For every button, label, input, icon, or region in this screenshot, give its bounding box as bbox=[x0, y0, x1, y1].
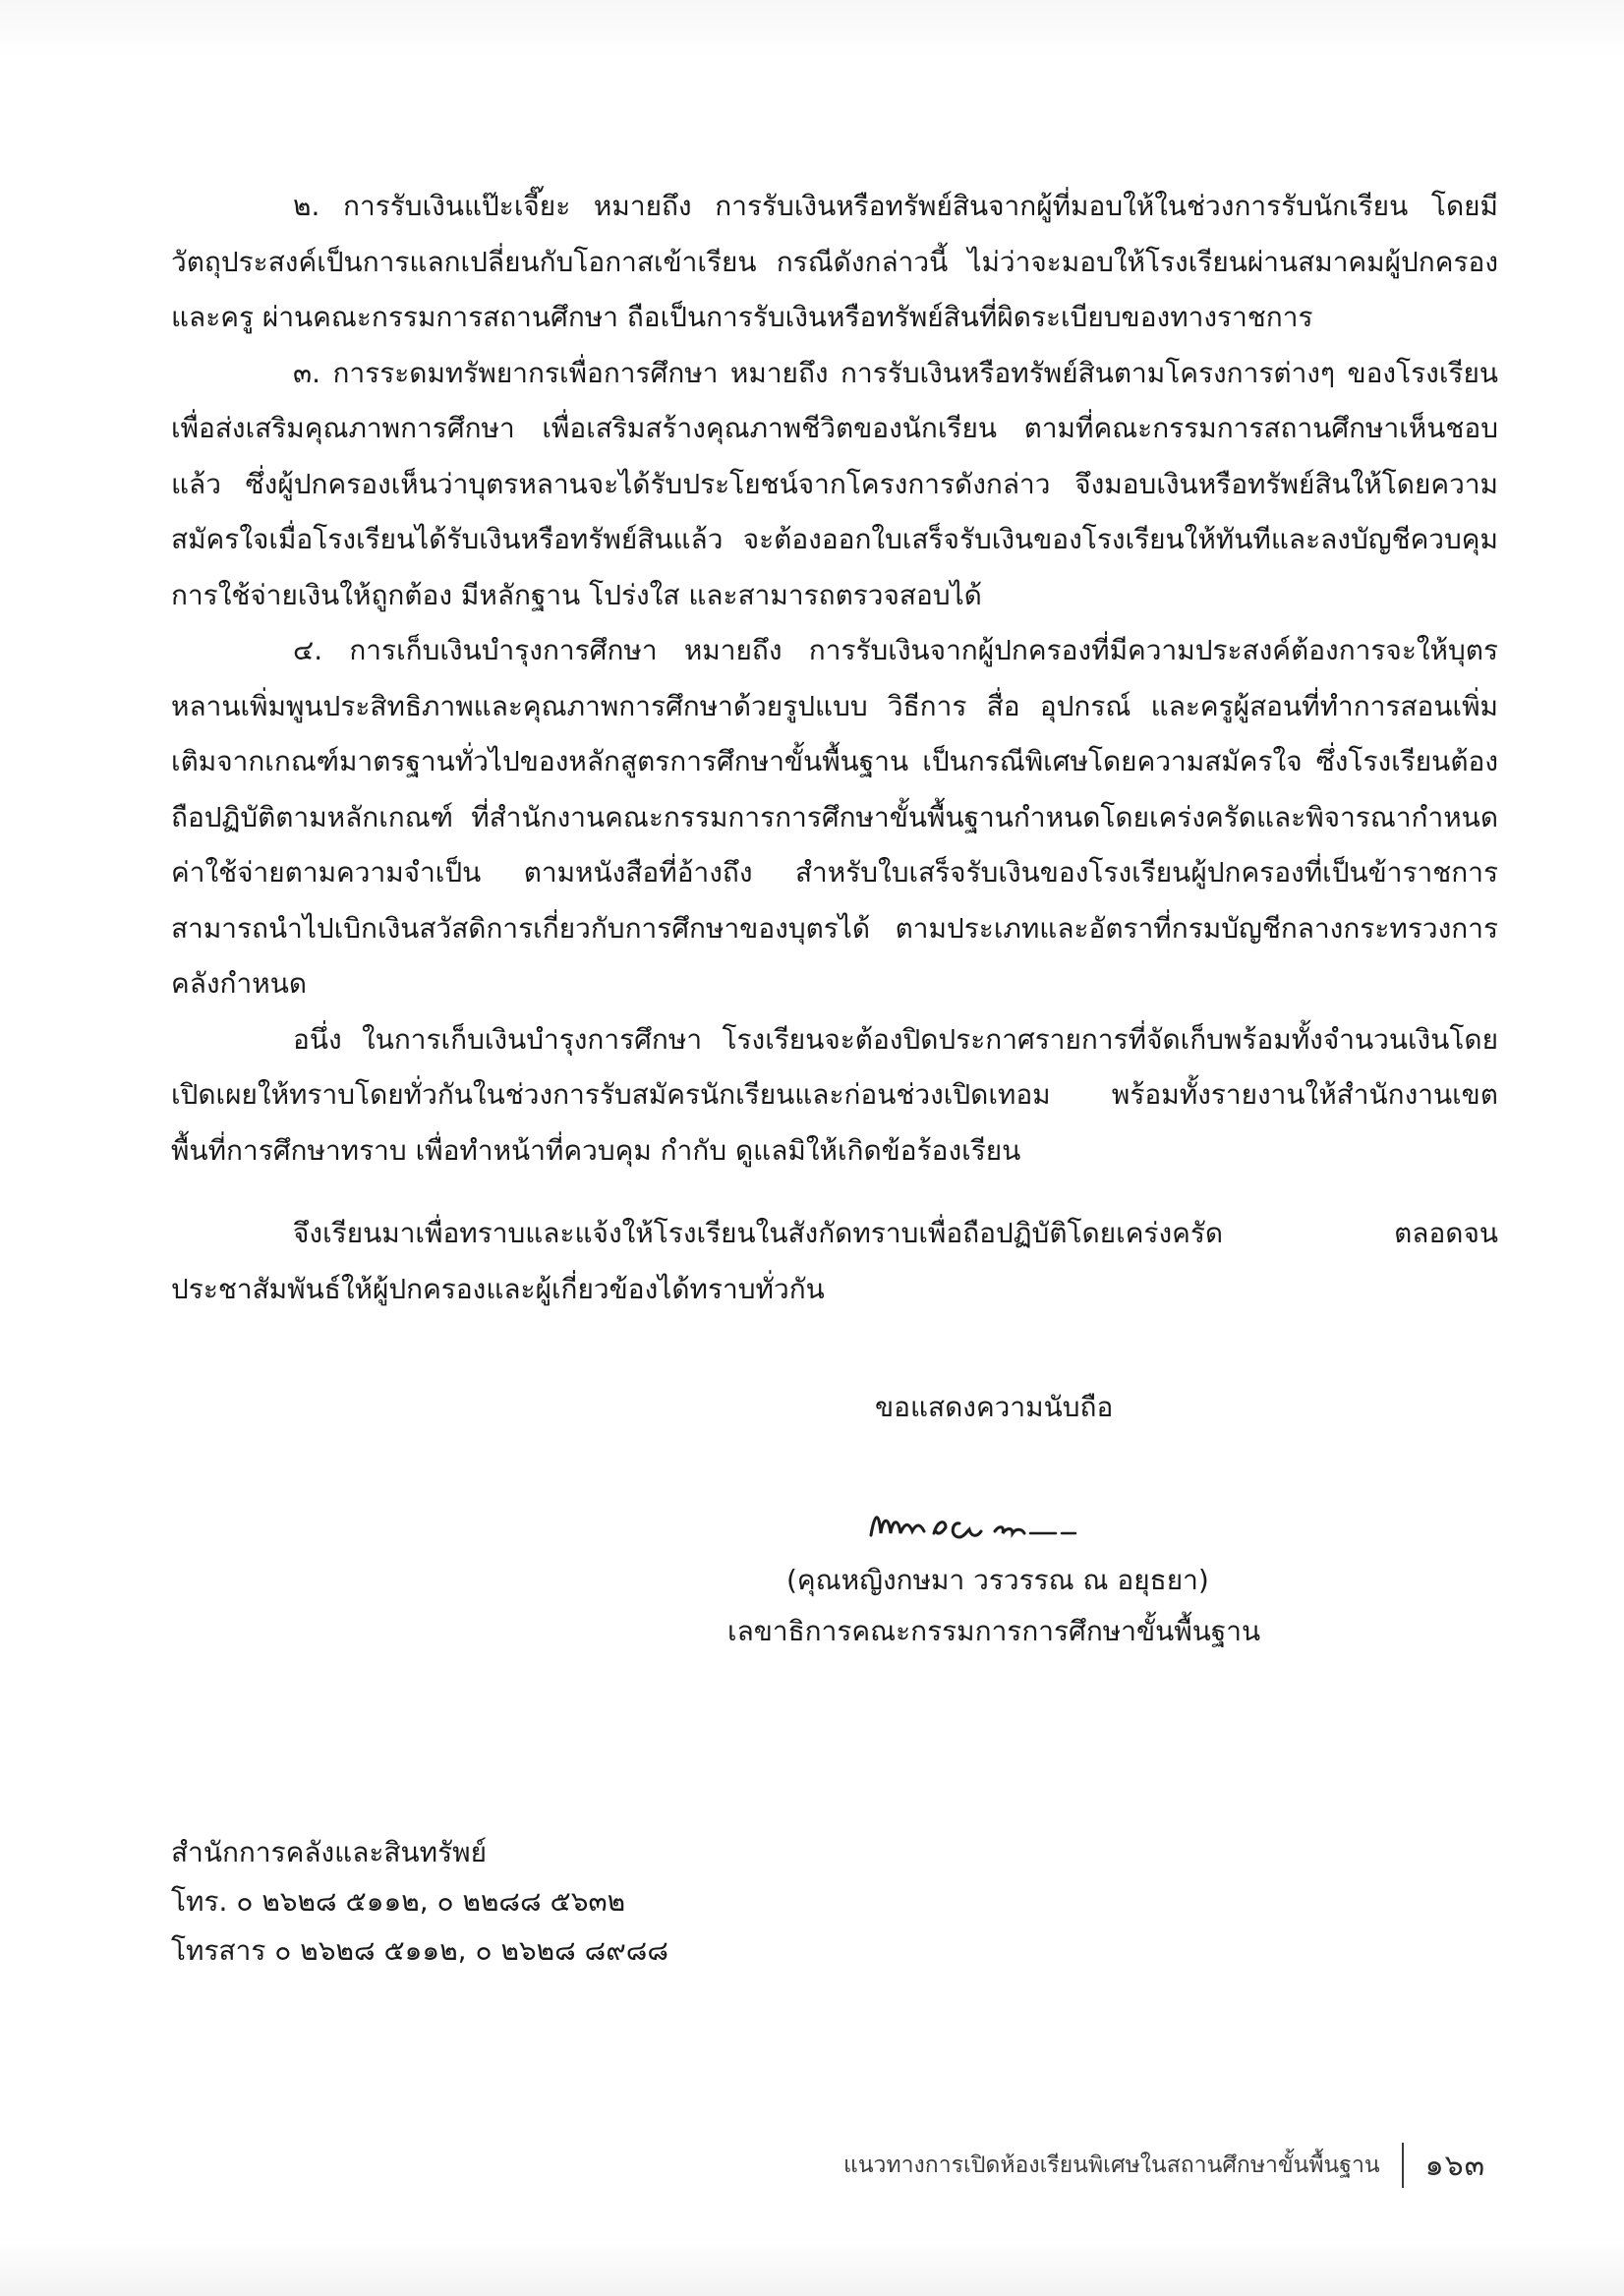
office-fax: โทรสาร ๐ ๒๖๒๘ ๕๑๑๒, ๐ ๒๖๒๘ ๘๙๘๘ bbox=[171, 1934, 668, 1967]
signer-name: (คุณหญิงกษมา วรวรรณ ณ อยุธยา) bbox=[786, 1564, 1209, 1596]
paragraph-conclusion: จึงเรียนมาเพื่อทราบและแจ้งให้โรงเรียนในสังกัดทราบเพื่อถือปฏิบัติโดยเคร่งครัด ตลอดจนประชาสัมพันธ์ให้ผู้ปกครองและผู้เกี่ยวข้องได้ทราบทั่วกัน bbox=[171, 1217, 1498, 1305]
signature-image bbox=[865, 1494, 1160, 1563]
page-footer bbox=[843, 2143, 1485, 2188]
signer-title: เลขาธิการคณะกรรมการการศึกษาขั้นพื้นฐาน bbox=[727, 1615, 1261, 1647]
office-name: สำนักการคลังและสินทรัพย์ bbox=[171, 1836, 488, 1868]
closing-salutation: ขอแสดงความนับถือ bbox=[875, 1391, 1114, 1423]
paragraph-note: อนึ่ง ในการเก็บเงินบำรุงการศึกษา โรงเรียนจะต้องปิดประกาศรายการที่จัดเก็บพร้อมทั้งจำนวนเงินโดยเปิดเผยให้ทราบโดยทั่วกันในช่วงการรับสมัครนักเรียนและก่อนช่วงเปิดเทอม พร้อมทั้งรายงานให้สำนักงานเขตพื้นที่การศึกษาทราบ เพื่อทำหน้าที่ควบคุม กำกับ ดูแลมิให้เกิดข้อร้องเรียน bbox=[171, 1022, 1498, 1167]
office-contact-block bbox=[171, 1828, 668, 1976]
paragraph-item-2: ๒. การรับเงินแป๊ะเจี๊ยะ หมายถึง การรับเงินหรือทรัพย์สินจากผู้ที่มอบให้ในช่วงการรับนักเรียน โดยมีวัตถุประสงค์เป็นการแลกเปลี่ยนกับโอกาสเข้าเรียน กรณีดังกล่าวนี้ ไม่ว่าจะมอบให้โรงเรียนผ่านสมาคมผู้ปกครอง และครู ผ่านคณะกรรมการสถานศึกษา ถือเป็นการรับเงินหรือทรัพย์สินที่ผิดระเบียบของทางราชการ bbox=[171, 190, 1498, 333]
office-telephone: โทร. ๐ ๒๖๒๘ ๕๑๑๒, ๐ ๒๒๘๘ ๕๖๓๒ bbox=[171, 1885, 626, 1918]
footer-divider bbox=[1402, 2143, 1404, 2188]
letter-body bbox=[171, 179, 1498, 1317]
page-number: ๑๖๓ bbox=[1424, 2148, 1486, 2183]
paragraph-item-4: ๔. การเก็บเงินบำรุงการศึกษา หมายถึง การรับเงินจากผู้ปกครองที่มีความประสงค์ต้องการจะให้บุตรหลานเพิ่มพูนประสิทธิภาพและคุณภาพการศึกษาด้วยรูปแบบ วิธีการ สื่อ อุปกรณ์ และครูผู้สอนที่ทำการสอนเพิ่มเติมจากเกณฑ์มาตรฐานทั่วไปของหลักสูตรการศึกษาขั้นพื้นฐาน เป็นกรณีพิเศษโดยความสมัครใจ ซึ่งโรงเรียนต้องถือปฏิบัติตามหลักเกณฑ์ ที่สำนักงานคณะกรรมการการศึกษาขั้นพื้นฐานกำหนดโดยเคร่งครัดและพิจารณากำหนดค่าใช้จ่ายตามความจำเป็น ตามหนังสือที่อ้างถึง สำหรับใบเสร็จรับเงินของโรงเรียนผู้ปกครองที่เป็นข้าราชการสามารถนำไปเบิกเงินสวัสดิการเกี่ยวกับการศึกษาของบุตรได้ ตามประเภทและอัตราที่กรมบัญชีกลางกระทรวงการคลังกำหนด bbox=[171, 634, 1498, 1000]
paragraph-item-3: ๓. การระดมทรัพยากรเพื่อการศึกษา หมายถึง การรับเงินหรือทรัพย์สินตามโครงการต่างๆ ของโรงเรียนเพื่อส่งเสริมคุณภาพการศึกษา เพื่อเสริมสร้างคุณภาพชีวิตของนักเรียน ตามที่คณะกรรมการสถานศึกษาเห็นชอบแล้ว ซึ่งผู้ปกครองเห็นว่าบุตรหลานจะได้รับประโยชน์จากโครงการดังกล่าว จึงมอบเงินหรือทรัพย์สินให้โดยความสมัครใจเมื่อโรงเรียนได้รับเงินหรือทรัพย์สินแล้ว จะต้องออกใบเสร็จรับเงินของโรงเรียนให้ทันทีและลงบัญชีควบคุมการใช้จ่ายเงินให้ถูกต้อง มีหลักฐาน โปร่งใส และสามารถตรวจสอบได้ bbox=[171, 356, 1498, 611]
footer-title: แนวทางการเปิดห้องเรียนพิเศษในสถานศึกษาขั้นพื้นฐาน bbox=[843, 2152, 1380, 2178]
